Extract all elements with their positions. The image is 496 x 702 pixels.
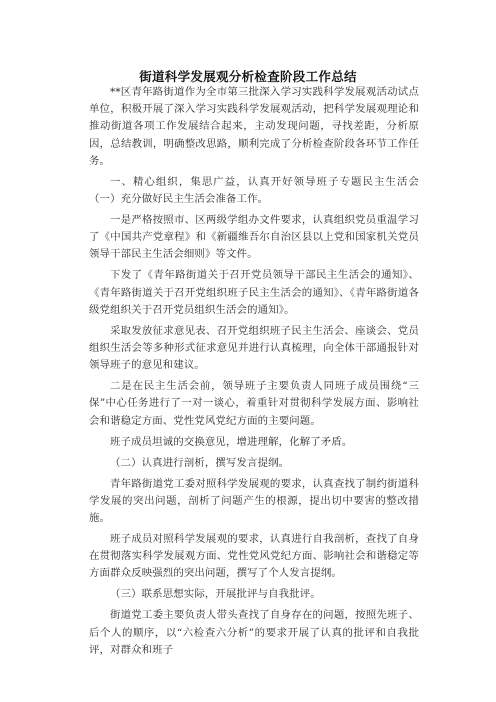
- paragraph-exchange-views: 班子成员坦诚的交换意见，增进理解，化解了矛盾。: [110, 435, 353, 448]
- paragraph-criticism: 街道党工委主要负责人带头查找了自身存在的问题，按照先班子、后个人的顺序，以“六检查六分析”的要求开展了认真的批评和自我批评，对群众和班子: [89, 609, 419, 656]
- paragraph-party-committee: 青年路街道党工委对照科学发展观的要求，认真查找了制约街道科学发展的突出问题，剖析了问题产生的根源，提出切中要害的整改措施。: [89, 477, 419, 525]
- paragraph-study-documents: 一是严格按照市、区两级学组办文件要求，认真组织党员重温学习了《中国共产党章程》和《新疆维吾尔自治区县以上党和国家机关党员领导干部民主生活会细则》等文件。: [89, 214, 419, 261]
- document-title: 街道科学发展观分析检查阶段工作总结: [139, 69, 357, 84]
- paragraph-subheading-three: （三）联系思想实际，开展批评与自我批评。: [110, 588, 321, 601]
- paragraph-collect-opinions: 采取发放征求意见表、召开党组织班子民主生活会、座谈会、党员组织生活会等多种形式征求意见并进行认真梳理，向全体干部通报针对领导班子的意见和建议。: [89, 324, 419, 372]
- paragraph-heart-to-heart: 二是在民主生活会前，领导班子主要负责人同班子成员围绕“三保”中心任务进行了一对一谈心，着重针对贯彻科学发展方面、影响社会和谐稳定方面、党性党风党纪方面的主要问题。: [89, 380, 419, 427]
- document-body: [89, 84, 419, 663]
- paragraph-members-analysis: 班子成员对照科学发展观的要求，认真进行自我剖析，查找了自身在贯彻落实科学发展观方面、党性党风党纪方面、影响社会和谐稳定等方面群众反映强烈的突出问题，撰写了个人发言提纲。: [89, 533, 419, 580]
- paragraph-section-one: 一、精心组织，集思广益，认真开好领导班子专题民主生活会（一）充分做好民主生活会准备工作。: [89, 175, 419, 206]
- paragraph-intro: **区青年路街道作为全市第三批深入学习实践科学发展观活动试点单位，积极开展了深入学习实践科学发展观活动，把科学发展观理论和推动街道各项工作发展结合起来，主动发现问题，寻找差距，分析原因，总结教训，明确整改思路，顺利完成了分析检查阶段各环节工作任务。: [89, 86, 419, 167]
- paragraph-subheading-two: （二）认真进行剖析，撰写发言提纲。: [110, 456, 290, 469]
- paragraph-notices: 下发了《青年路街道关于召开党员领导干部民主生活会的通知》、《青年路街道关于召开党组织班子民主生活会的通知》、《青年路街道各级党组织关于召开党员组织生活会的通知》。: [89, 269, 419, 316]
